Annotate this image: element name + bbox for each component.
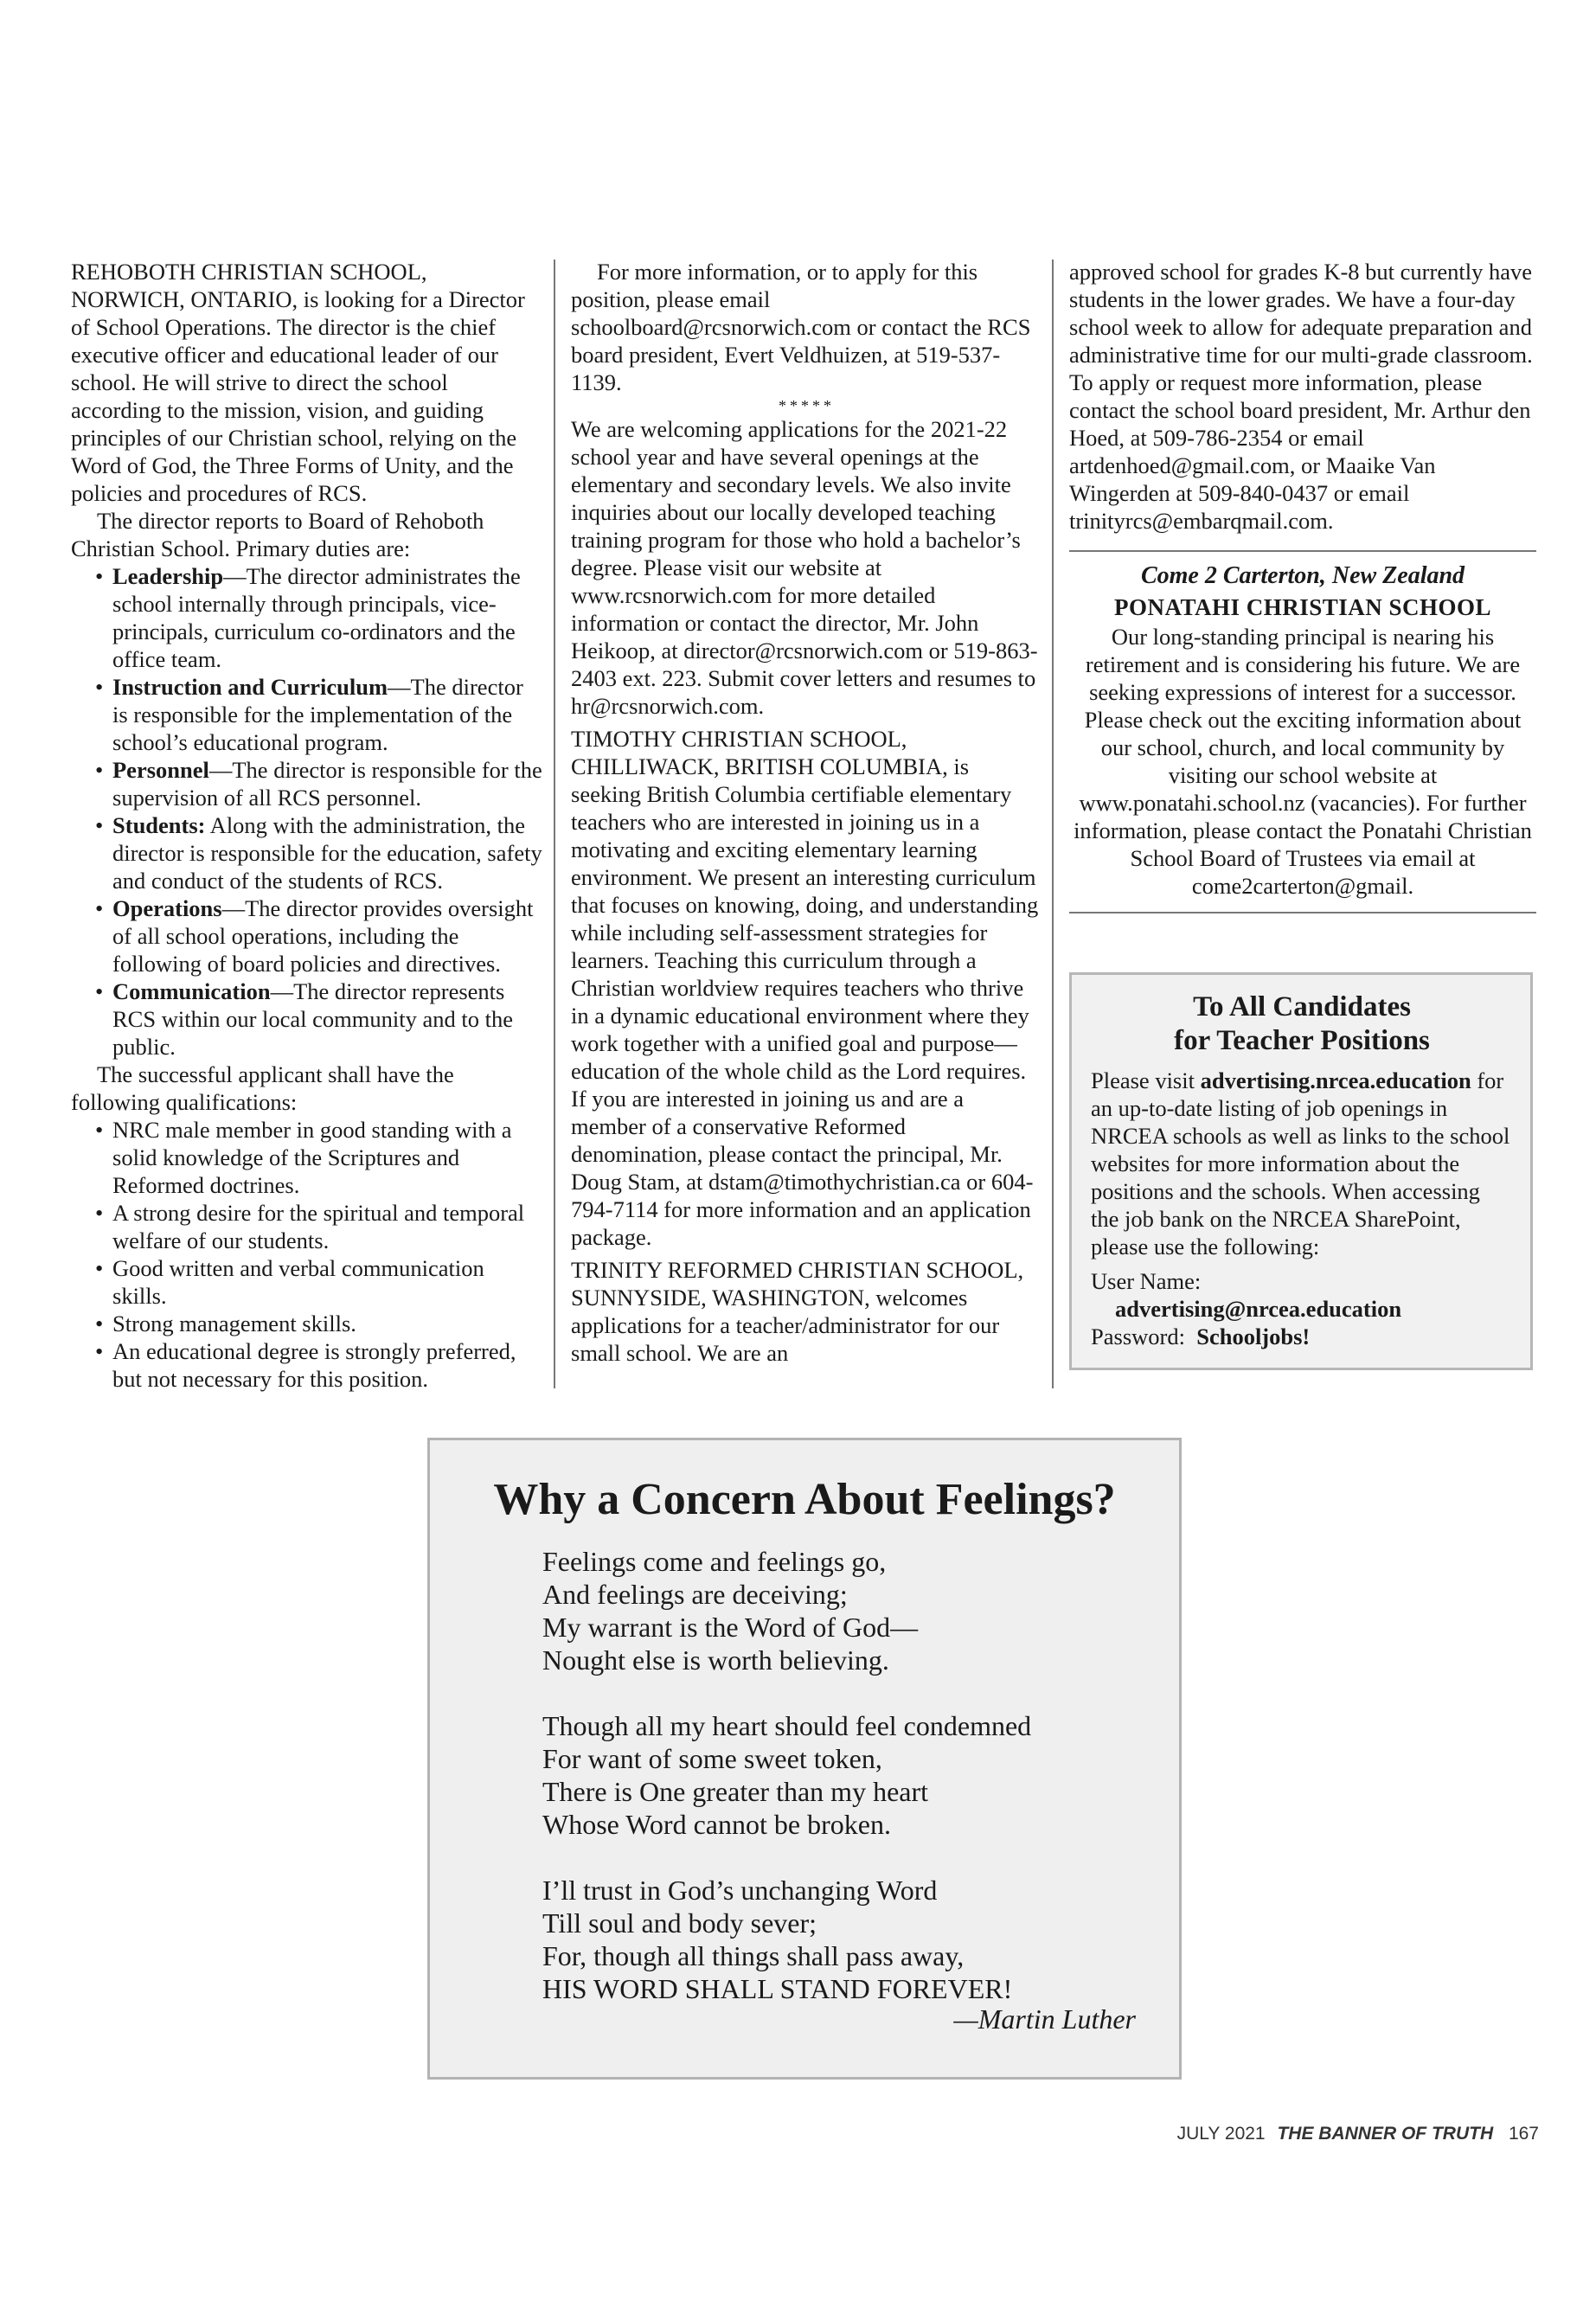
ad-location: Come 2 Carterton, New Zealand: [1140, 562, 1465, 589]
rehoboth-reports: The director reports to Board of Rehoboth Christian School. Primary duties are:: [71, 508, 484, 561]
username-value: advertising@nrcea.education: [1115, 1296, 1402, 1322]
list-item: • Operations—The director provides oversight of all school operations, including the following of board policies and directives.: [95, 894, 542, 977]
list-item: • An educational degree is strongly preferred, but not necessary for this position.: [95, 1337, 542, 1393]
poem-attribution: —Martin Luther: [953, 2003, 1136, 2035]
poem-title: Why a Concern About Feelings?: [493, 1475, 1116, 1524]
poem-stanza: I’ll trust in God’s unchanging Word Till soul and body sever; For, though all things shall pass away, HIS WORD SHALL STAND FOREVER!: [542, 1875, 1013, 2004]
list-item: • Communication—The director represents RCS within our local community and to the public.: [95, 977, 542, 1061]
section-separator: *****: [779, 397, 835, 414]
list-item: • Good written and verbal communication skills.: [95, 1254, 542, 1310]
page-footer: [1177, 2123, 1539, 2145]
column-2: [571, 258, 1042, 1367]
trinity-ad: TRINITY REFORMED CHRISTIAN SCHOOL, SUNNYSIDE, WASHINGTON, welcomes applications for a teacher/administrator for our small school. We are an: [571, 1257, 1024, 1366]
poem-box: [427, 1438, 1182, 2080]
issue-date: JULY 2021: [1176, 2124, 1266, 2144]
list-item: • Strong management skills.: [95, 1310, 542, 1337]
poem-stanza: Feelings come and feelings go, And feelings are deceiving; My warrant is the Word of God— Nought else is worth believing.: [542, 1546, 919, 1676]
candidates-box: [1069, 972, 1533, 1370]
nrcea-link[interactable]: advertising.nrcea.education: [1200, 1067, 1471, 1093]
column-divider: [1052, 260, 1054, 1388]
page-number: 167: [1508, 2124, 1539, 2144]
qualifications-list: [71, 1116, 542, 1393]
qualifications-intro: The successful applicant shall have the following qualifications:: [71, 1061, 454, 1115]
ad-body: Our long-standing principal is nearing his retirement and is considering his future. We are seeking expressions of interest for a successor. Please check out the exciting information about our school, church, and local community by visiting our school website at www.ponatahi.school.nz (vacancies). For further information, please contact the Ponatahi Christian School Board of Trustees via email at come2carterton@gmail.: [1074, 624, 1532, 899]
timothy-ad: TIMOTHY CHRISTIAN SCHOOL, CHILLIWACK, BRITISH COLUMBIA, is seeking British Columbia certifiable elementary teachers who are interested in joining us in a motivating and exciting elementary learning environment. We present an interesting curriculum that focuses on knowing, doing, and understanding while including self-assessment strategies for learners. Teaching this curriculum through a Christian worldview requires teachers who thrive in a dynamic educational environment where they work together with a unified goal and purpose—education of the whole child as the Lord requires. If you are interested in joining us and are a member of a conservative Reformed denomination, please contact the principal, Mr. Doug Stam, at dstam@timothychristian.ca or 604-794-7114 for more information and an application package.: [571, 726, 1039, 1250]
column-1: [71, 258, 542, 1393]
column-3: [1069, 258, 1536, 1370]
trinity-ad-continued: approved school for grades K-8 but currently have students in the lower grades. We have a four-day school week to allow for adequate preparation and administrative time for our multi-grade classroom. To apply or request more information, please contact the school board president, Mr. Arthur den Hoed, at 509-786-2354 or email artdenhoed@gmail.com, or Maaike Van Wingerden at 509-840-0437 or email trinityrcs@embarqmail.com.: [1069, 259, 1533, 534]
ad-school-name: PONATAHI CHRISTIAN SCHOOL: [1113, 594, 1492, 620]
list-item: • NRC male member in good standing with a solid knowledge of the Scriptures and Reformed doctrines.: [95, 1116, 542, 1199]
poem-body: [542, 1545, 1148, 2005]
list-item: • Instruction and Curriculum—The director is responsible for the implementation of the school’s educational program.: [95, 673, 542, 756]
divider: [1069, 912, 1536, 913]
ponatahi-ad: [1069, 552, 1536, 912]
password-line: Password: Schooljobs!: [1091, 1324, 1311, 1349]
list-item: • Personnel—The director is responsible for the supervision of all RCS personnel.: [95, 756, 542, 811]
candidates-title: To All Candidates for Teacher Positions: [1174, 991, 1430, 1056]
publication-name: THE BANNER OF TRUTH: [1277, 2124, 1494, 2144]
rehoboth-contact: For more information, or to apply for this position, please email schoolboard@rcsnorwich.com or contact the RCS board president, Evert Veldhuizen, at 519-537-1139.: [571, 259, 1031, 395]
list-item: • A strong desire for the spiritual and temporal welfare of our students.: [95, 1199, 542, 1254]
username-label: User Name:: [1091, 1268, 1202, 1294]
list-item: • Leadership—The director administrates the school internally through principals, vice-principals, curriculum co-ordinators and the office team.: [95, 562, 542, 673]
rehoboth-welcome: We are welcoming applications for the 2021-22 school year and have several openings at the elementary and secondary levels. We also invite inquiries about our locally developed teaching training program for those who hold a bachelor’s degree. Please visit our website at www.rcsnorwich.com for more detailed information or contact the director, Mr. John Heikoop, at director@rcsnorwich.com or 519-863-2403 ext. 223. Submit cover letters and resumes to hr@rcsnorwich.com.: [571, 416, 1038, 719]
column-divider: [554, 260, 555, 1388]
password-value: Schooljobs!: [1196, 1324, 1311, 1349]
duties-list: [71, 562, 542, 1061]
list-item: • Students: Along with the administration, the director is responsible for the education, safety and conduct of the students of RCS.: [95, 811, 542, 894]
poem-stanza: Though all my heart should feel condemned For want of some sweet token, There is One greater than my heart Whose Word cannot be broken.: [542, 1710, 1032, 1840]
candidates-body: Please visit advertising.nrcea.education for an up-to-date listing of job openings in NRCEA schools as well as links to the school websites for more information about the positions and the schools. When accessing the job bank on the NRCEA SharePoint, please use the following:: [1091, 1067, 1510, 1259]
rehoboth-intro: REHOBOTH CHRISTIAN SCHOOL, NORWICH, ONTARIO, is looking for a Director of School Operations. The director is the chief executive officer and educational leader of our school. He will strive to direct the school according to the mission, vision, and guiding principles of our Christian school, relying on the Word of God, the Three Forms of Unity, and the policies and procedures of RCS.: [71, 259, 525, 506]
